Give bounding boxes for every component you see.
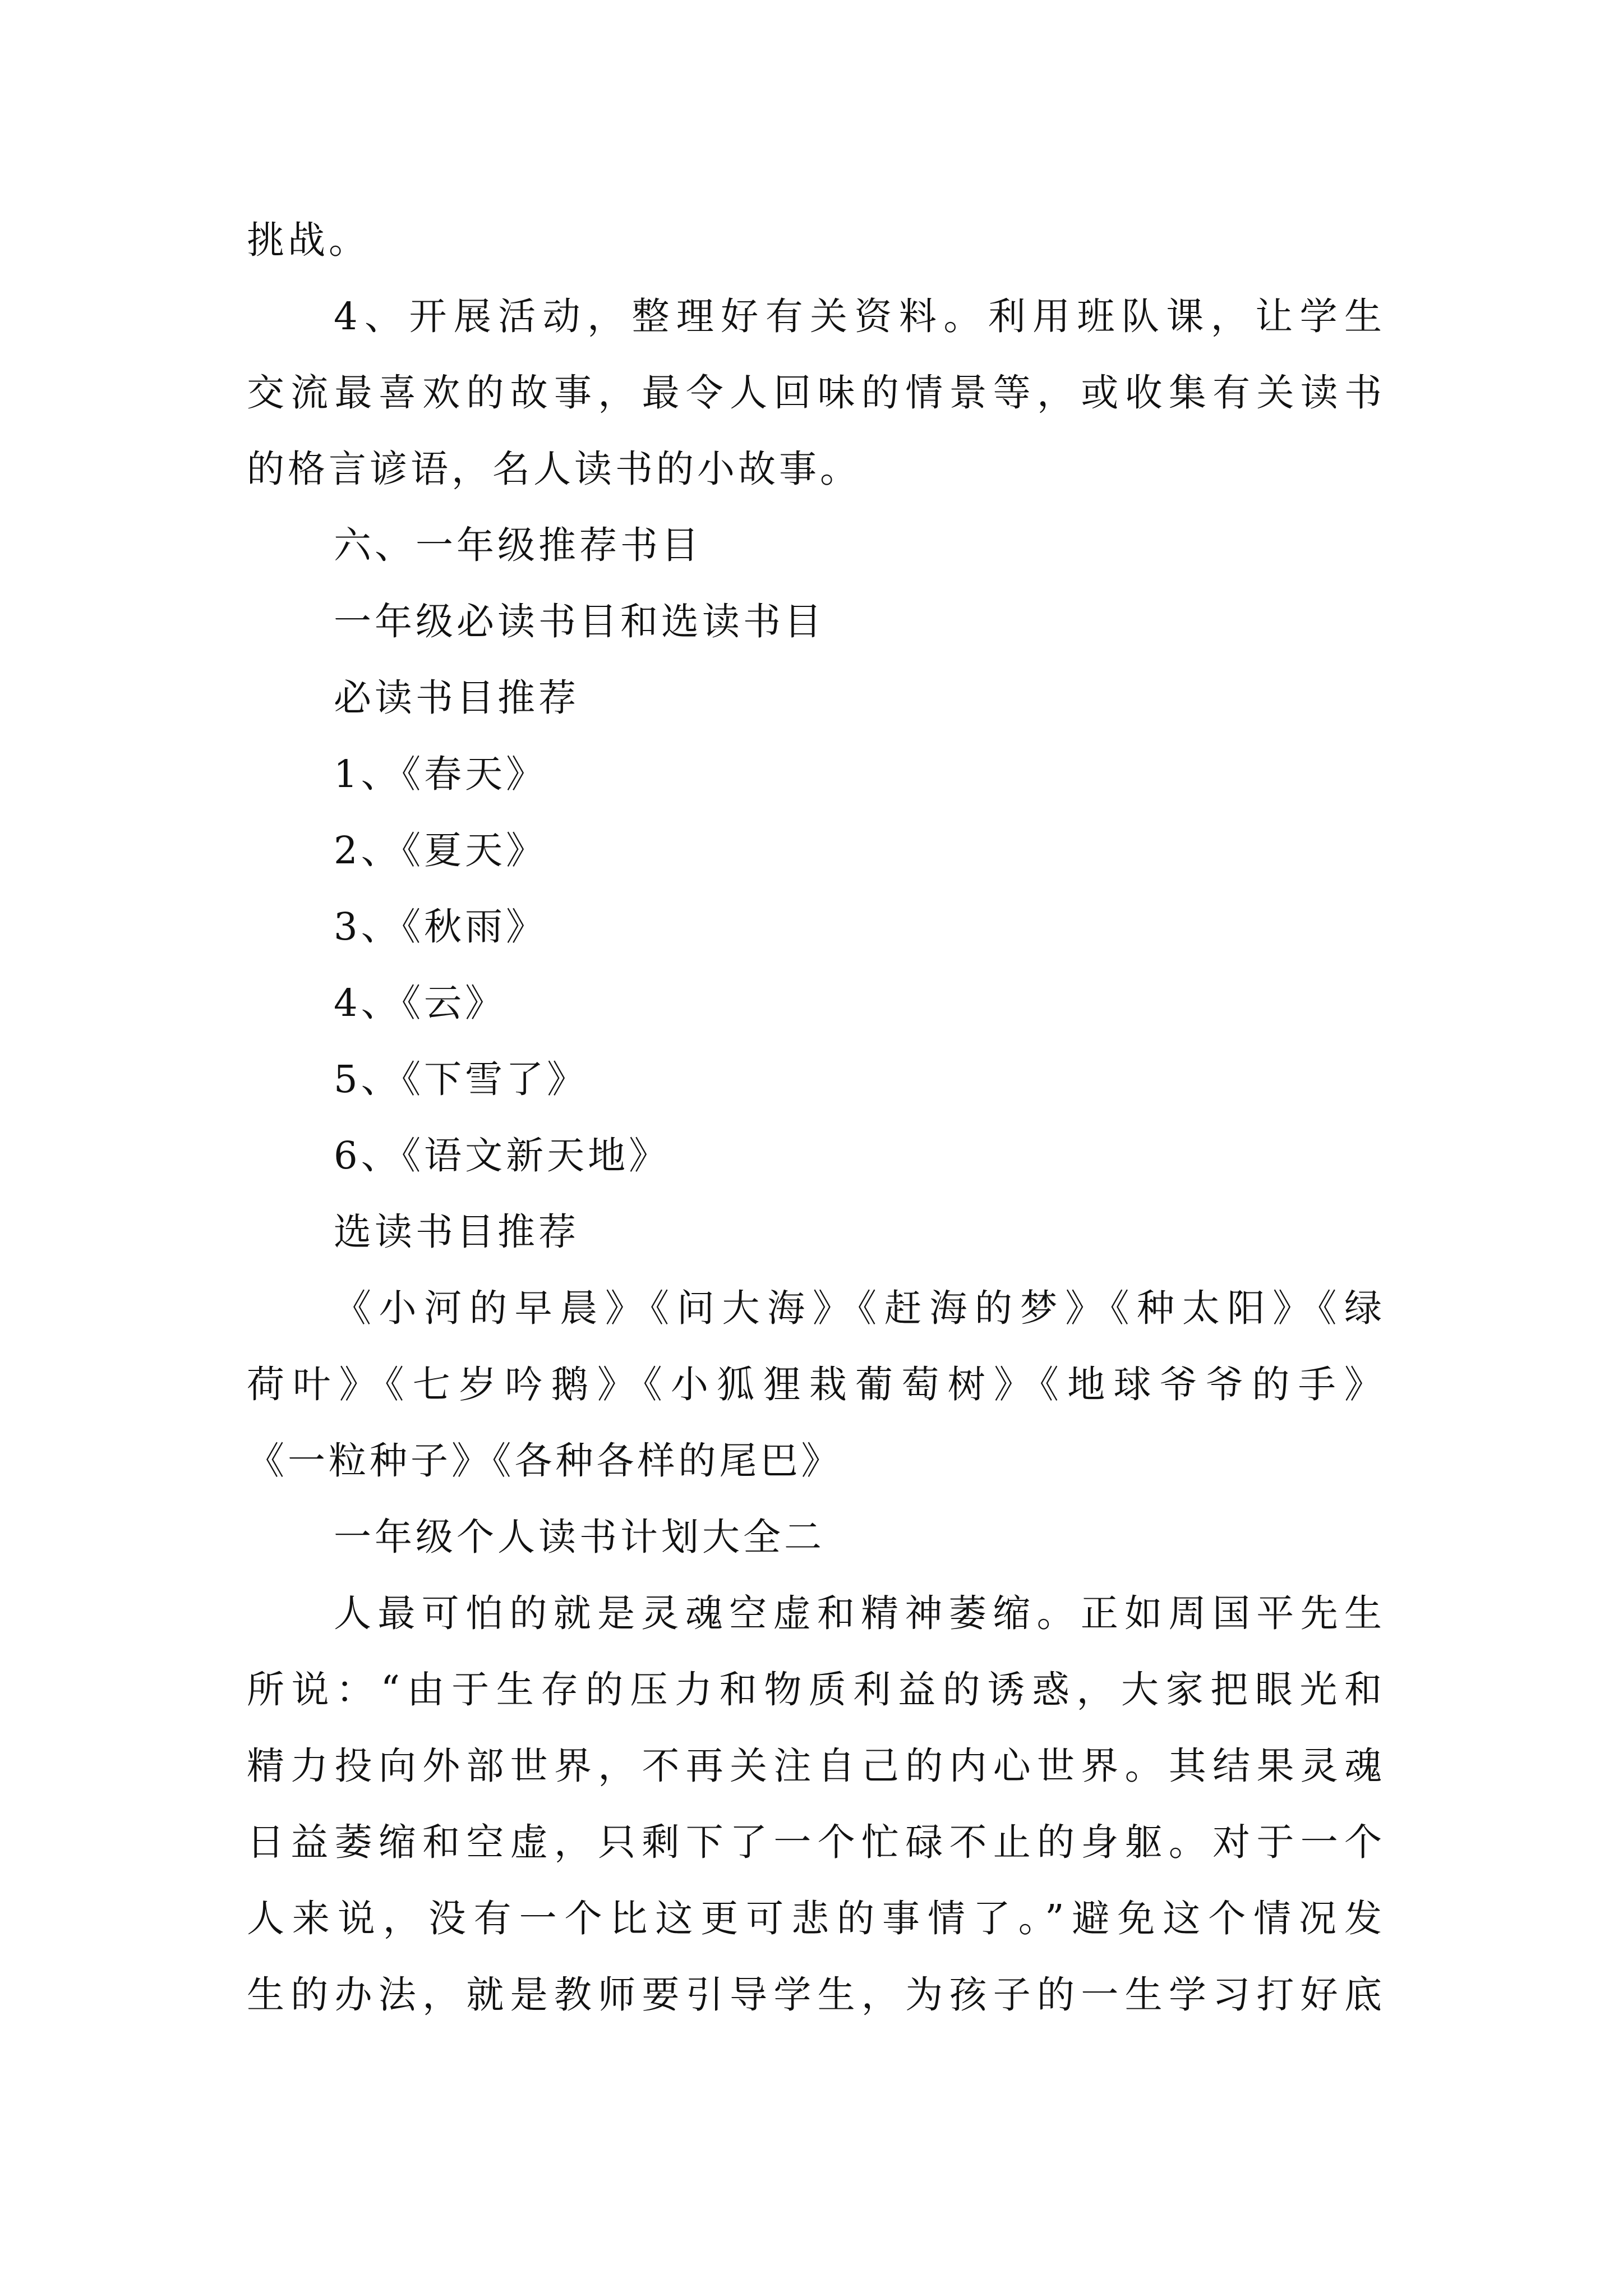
subheading-optional-reading: 选读书目推荐 <box>334 1210 579 1254</box>
body-line-optional-3: 《一粒种子》《各种各样的尾巴》 <box>247 1439 842 1483</box>
body-line-3: 交流最喜欢的故事，最令人回味的情景等，或收集有关读书 <box>247 371 1385 415</box>
paragraph-line: 所说：“由于生存的压力和物质利益的诱惑，大家把眼光和 <box>247 1668 1385 1711</box>
subheading-required-reading: 必读书目推荐 <box>334 676 579 720</box>
list-item: 4、《云》 <box>334 981 506 1025</box>
paragraph-line: 人来说，没有一个比这更可悲的事情了。”避免这个情况发 <box>247 1897 1385 1940</box>
list-item: 1、《春天》 <box>334 752 547 796</box>
paragraph-line: 人最可怕的就是灵魂空虚和精神萎缩。正如周国平先生 <box>334 1591 1385 1635</box>
list-item: 6、《语文新天地》 <box>334 1134 670 1177</box>
body-line-4: 的格言谚语，名人读书的小故事。 <box>247 447 861 491</box>
section-heading: 六、一年级推荐书目 <box>334 523 702 567</box>
paragraph-line: 生的办法，就是教师要引导学生，为孩子的一生学习打好底 <box>247 1973 1385 2017</box>
body-line-optional-1: 《小河的早晨》《问大海》《赶海的梦》《种太阳》《绿 <box>334 1286 1385 1330</box>
paragraph-line: 精力投向外部世界，不再关注自己的内心世界。其结果灵魂 <box>247 1744 1385 1788</box>
list-item: 3、《秋雨》 <box>334 905 547 949</box>
body-line-2: 4、开展活动，整理好有关资料。利用班队课，让学生 <box>334 295 1385 338</box>
list-item: 2、《夏天》 <box>334 829 547 872</box>
body-line-1: 挑战。 <box>247 218 370 262</box>
section-title-part-two: 一年级个人读书计划大全二 <box>334 1515 825 1559</box>
subheading-book-lists: 一年级必读书目和选读书目 <box>334 600 825 643</box>
list-item: 5、《下雪了》 <box>334 1057 588 1101</box>
paragraph-line: 日益萎缩和空虚，只剩下了一个忙碌不止的身躯。对于一个 <box>247 1820 1385 1864</box>
body-line-optional-2: 荷叶》《七岁吟鹅》《小狐狸栽葡萄树》《地球爷爷的手》 <box>247 1363 1385 1406</box>
document-body <box>247 202 1385 2033</box>
